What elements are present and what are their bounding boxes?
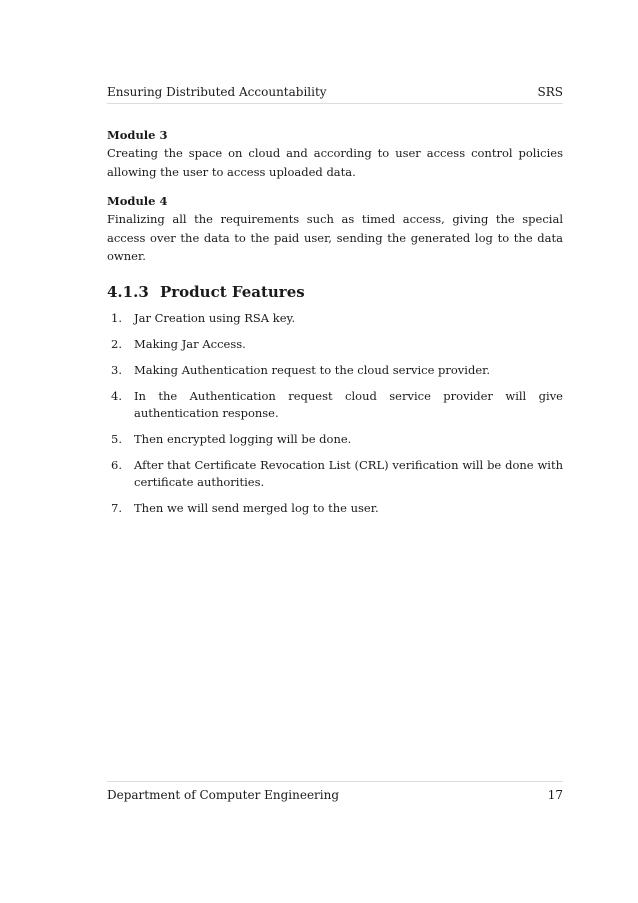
- list-item-number: 6.: [111, 457, 122, 472]
- list-item-text: Making Jar Access.: [134, 336, 246, 351]
- module-block: [107, 193, 563, 266]
- module-block: [107, 127, 563, 181]
- list-item: [107, 457, 563, 491]
- list-item-text: After that Certificate Revocation List (CRL) verification will be done with certificate authorities.: [134, 457, 563, 489]
- footer-department: Department of Computer Engineering: [107, 788, 340, 802]
- page-number: 17: [547, 788, 563, 802]
- page-content: [107, 127, 563, 526]
- list-item-text: Then we will send merged log to the user.: [134, 500, 379, 515]
- list-item: [107, 362, 563, 379]
- module-description: Creating the space on cloud and according to user access control policies allowing the user to access uploaded data.: [107, 146, 563, 179]
- list-item-number: 5.: [111, 431, 122, 446]
- section-title: Product Features: [160, 282, 305, 301]
- list-item-number: 7.: [111, 500, 122, 515]
- list-item: [107, 310, 563, 327]
- header-section-label: SRS: [537, 85, 563, 99]
- list-item-number: 4.: [111, 388, 122, 403]
- running-header: [107, 82, 563, 104]
- list-item: [107, 431, 563, 448]
- list-item-number: 1.: [111, 310, 122, 325]
- running-footer: [107, 781, 563, 802]
- module-description: Finalizing all the requirements such as timed access, giving the special access over the data to the paid user, sending the generated log to the data owner.: [107, 212, 563, 263]
- header-title: Ensuring Distributed Accountability: [107, 85, 327, 99]
- module-title: Module 3: [107, 128, 168, 142]
- list-item-number: 3.: [111, 362, 122, 377]
- list-item: [107, 336, 563, 353]
- module-title: Module 4: [107, 194, 168, 208]
- list-item-text: Jar Creation using RSA key.: [134, 310, 296, 325]
- document-page: [107, 0, 563, 903]
- list-item: [107, 500, 563, 517]
- list-item: [107, 388, 563, 422]
- list-item-text: Making Authentication request to the cloud service provider.: [134, 362, 491, 377]
- list-item-number: 2.: [111, 336, 122, 351]
- section-number: 4.1.3: [107, 282, 149, 301]
- list-item-text: In the Authentication request cloud service provider will give authentication response.: [134, 388, 563, 420]
- list-item-text: Then encrypted logging will be done.: [134, 431, 352, 446]
- section-heading: [107, 283, 563, 301]
- product-features-list: [107, 310, 563, 517]
